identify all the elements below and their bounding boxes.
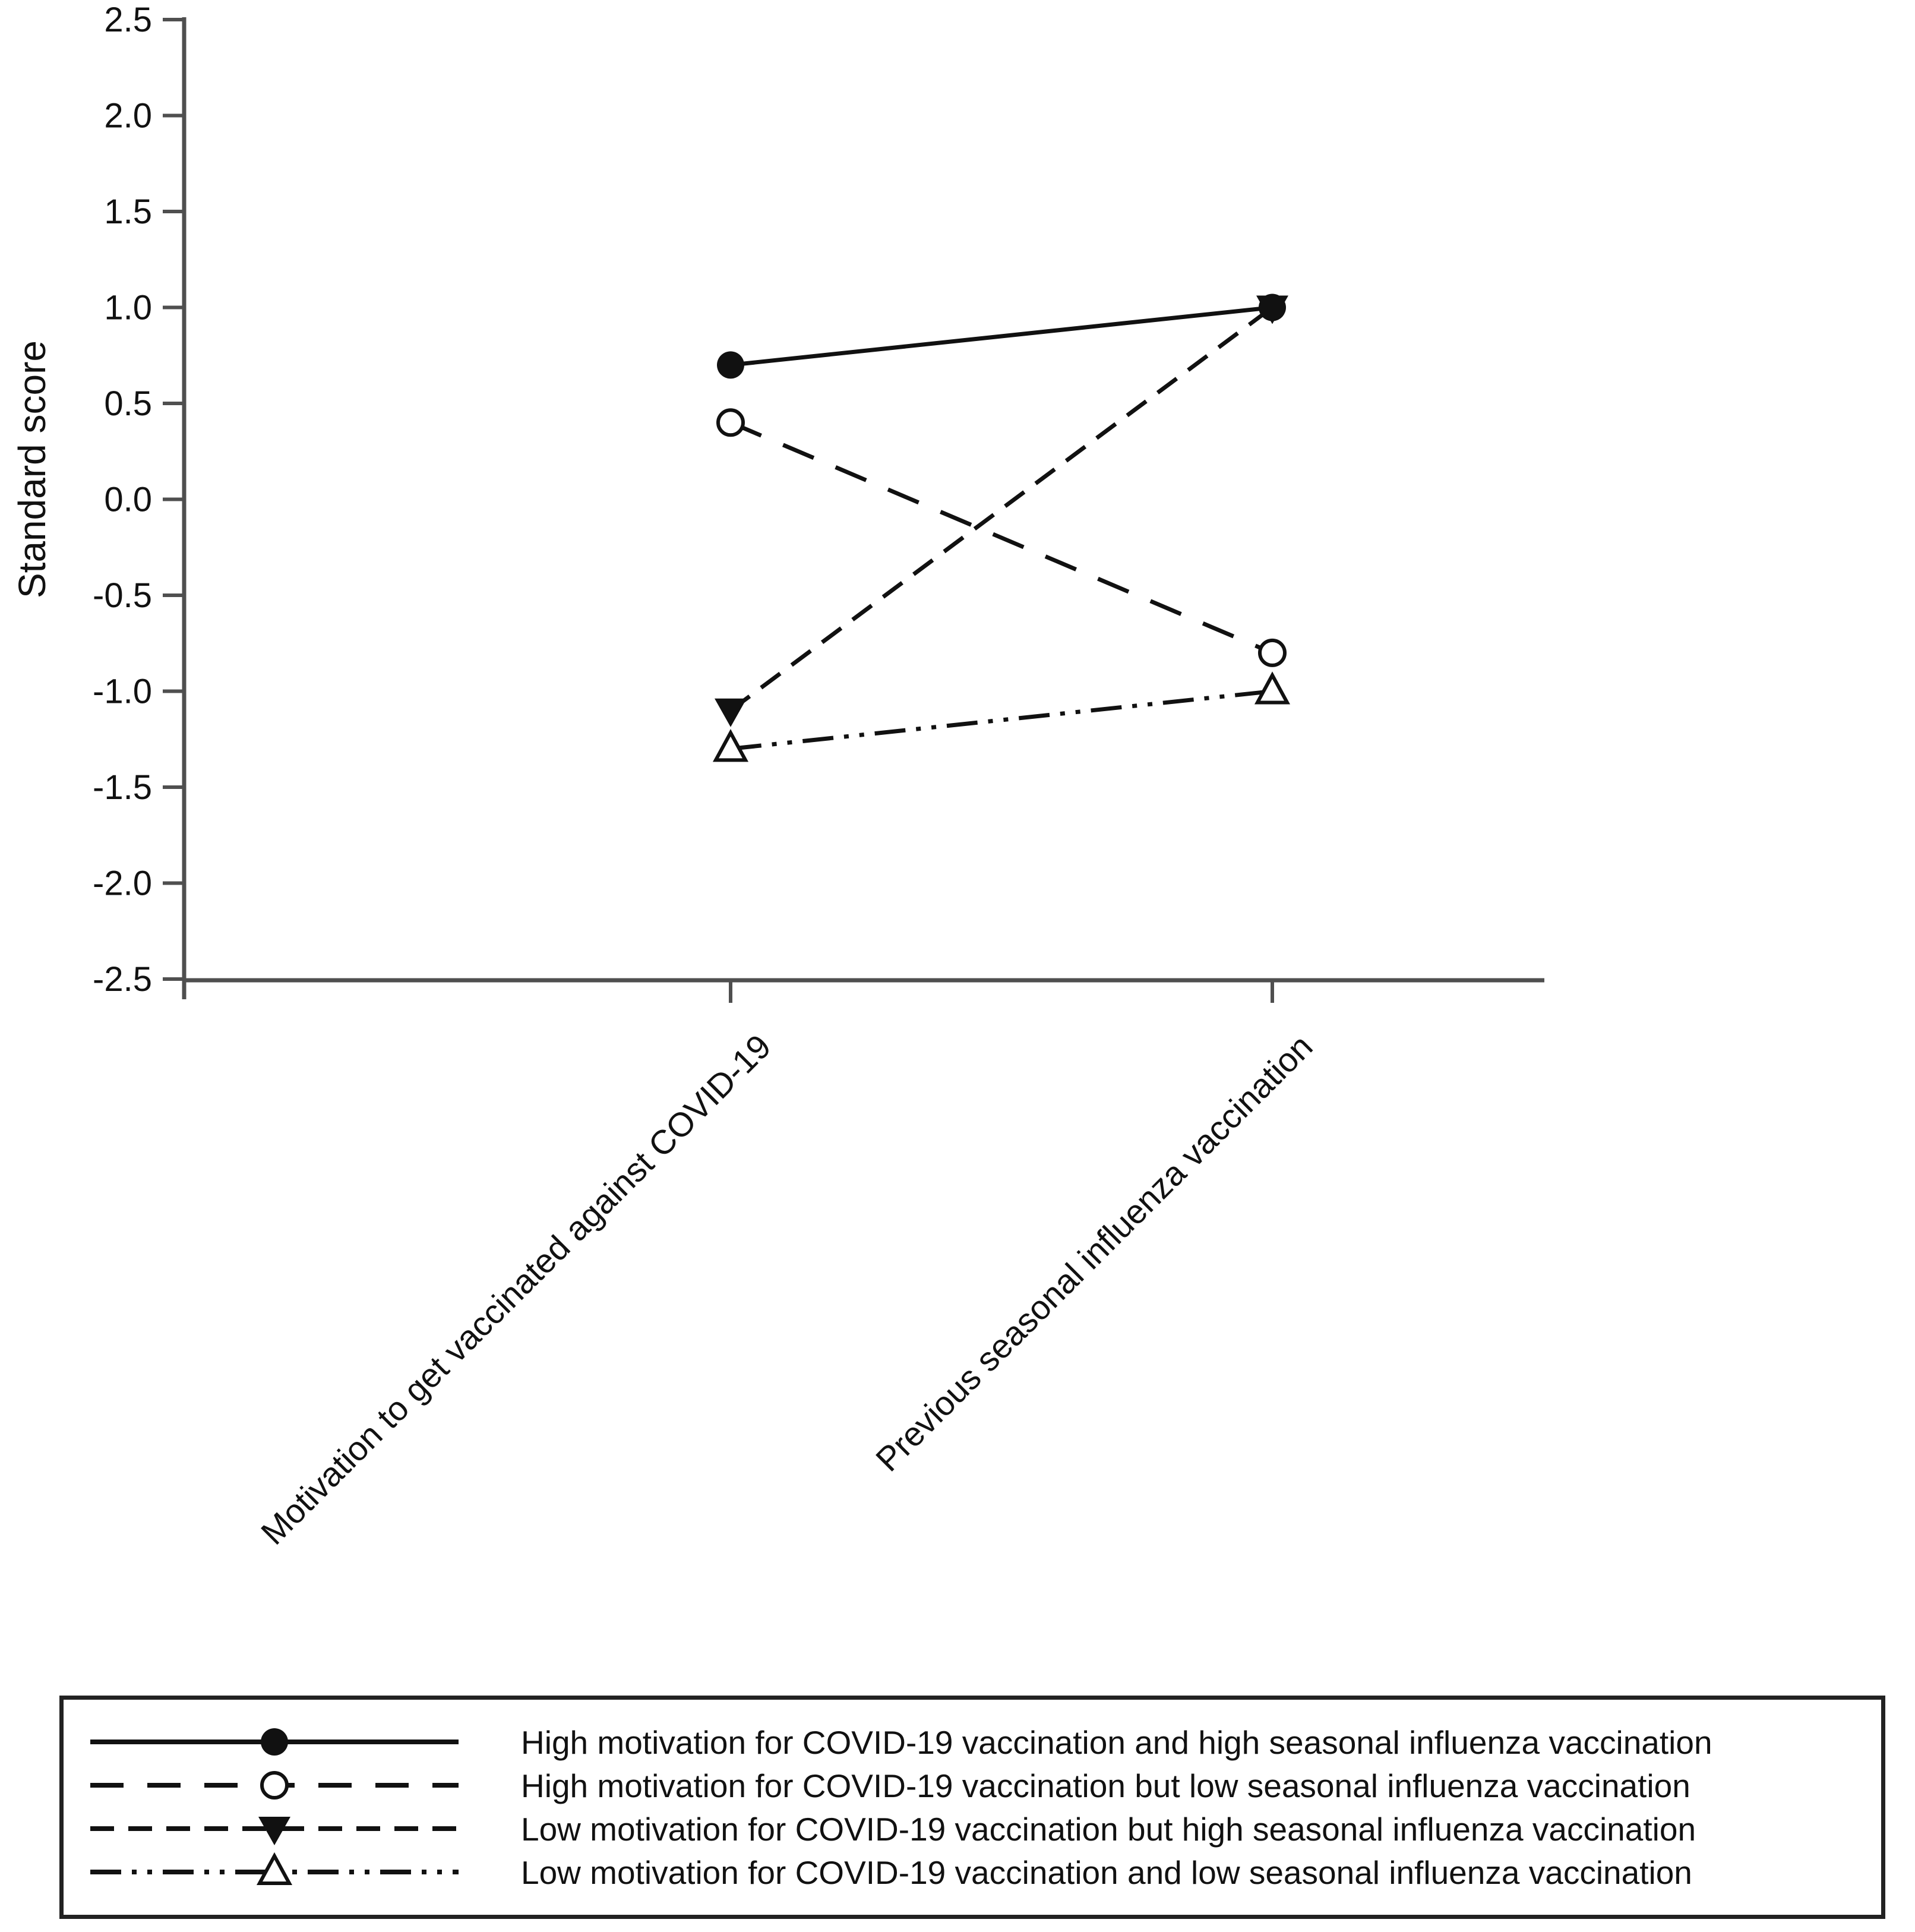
y-tick-label: 1.5 bbox=[104, 192, 152, 231]
marker-filled-circle bbox=[1259, 294, 1286, 321]
legend-label: Low motivation for COVID-19 vaccination and low seasonal influenza vaccination bbox=[521, 1854, 1692, 1891]
marker-filled-triangle-down bbox=[715, 699, 747, 727]
legend-marker-filled-circle bbox=[261, 1728, 288, 1756]
legend-item bbox=[90, 1851, 1881, 1894]
series-line-0 bbox=[731, 308, 1272, 365]
legend-item bbox=[90, 1764, 1881, 1807]
marker-open-circle bbox=[1260, 640, 1285, 665]
y-tick-label: 2.0 bbox=[104, 96, 152, 135]
legend-swatch-open-circle bbox=[90, 1764, 470, 1807]
legend-swatch-filled-triangle-down bbox=[90, 1807, 470, 1851]
y-axis-title: Standard score bbox=[11, 340, 53, 599]
y-tick-label: 1.0 bbox=[104, 288, 152, 327]
legend-label: High motivation for COVID-19 vaccination and high seasonal influenza vaccination bbox=[521, 1723, 1712, 1761]
marker-filled-circle bbox=[717, 351, 744, 378]
x-category-label: Motivation to get vaccinated against COVID-19 bbox=[254, 1027, 779, 1552]
y-tick-label: 0.5 bbox=[104, 384, 152, 423]
y-tick-label: 2.5 bbox=[104, 1, 152, 39]
series-line-2 bbox=[731, 308, 1272, 711]
y-tick-label: 0.0 bbox=[104, 480, 152, 519]
legend-item bbox=[90, 1807, 1881, 1851]
legend-swatch-open-triangle-up bbox=[90, 1851, 470, 1894]
legend-item bbox=[90, 1721, 1881, 1764]
y-tick-label: -1.0 bbox=[93, 672, 152, 711]
series-line-3 bbox=[731, 692, 1272, 749]
y-tick-label: -0.5 bbox=[93, 576, 152, 615]
y-tick-label: -2.0 bbox=[93, 864, 152, 903]
legend-swatch-filled-circle bbox=[90, 1721, 470, 1764]
x-category-label: Previous seasonal influenza vaccination bbox=[868, 1027, 1320, 1479]
marker-open-circle bbox=[718, 410, 743, 435]
series-line-1 bbox=[731, 422, 1272, 653]
y-tick-label: -1.5 bbox=[93, 768, 152, 807]
legend-label: Low motivation for COVID-19 vaccination but high seasonal influenza vaccination bbox=[521, 1810, 1696, 1848]
legend-label: High motivation for COVID-19 vaccination but low seasonal influenza vaccination bbox=[521, 1767, 1690, 1804]
legend-marker-open-circle bbox=[262, 1773, 287, 1798]
marker-open-triangle-up bbox=[1257, 675, 1287, 703]
legend bbox=[59, 1696, 1885, 1919]
y-tick-label: -2.5 bbox=[93, 960, 152, 999]
